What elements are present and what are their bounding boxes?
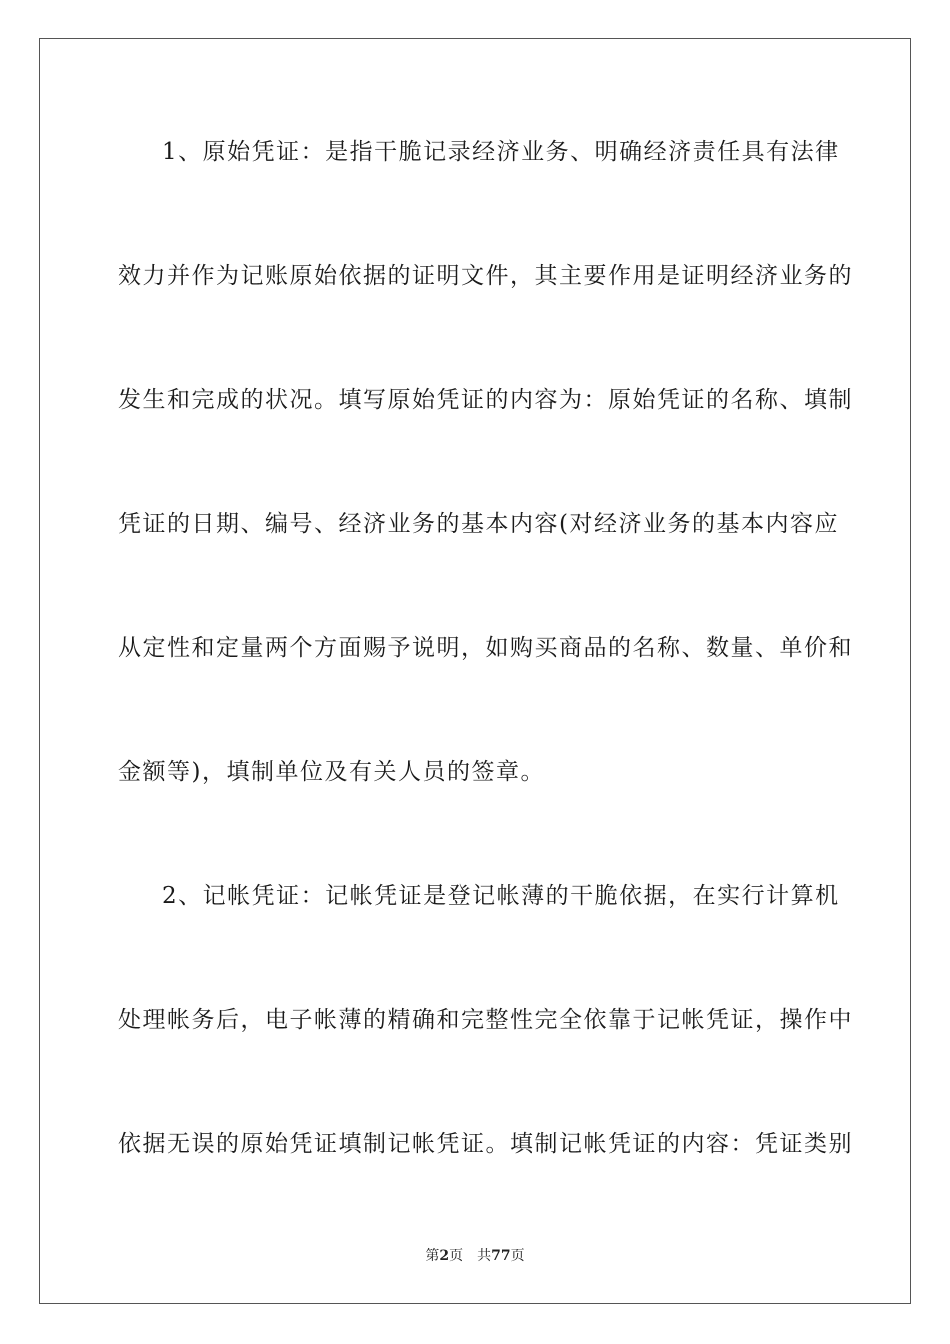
paragraph-2-line-3: 依据无误的原始凭证填制记帐凭证。填制记帐凭证的内容：凭证类别 [118,1131,853,1157]
paragraph-1-line-5: 从定性和定量两个方面赐予说明，如购买商品的名称、数量、单价和 [118,635,853,661]
paragraph-2-line-1: 2、记帐凭证：记帐凭证是登记帐薄的干脆依据，在实行计算机 [162,883,840,909]
paragraph-1-line-2: 效力并作为记账原始依据的证明文件，其主要作用是证明经济业务的 [118,263,853,289]
page-border [39,38,911,1304]
paragraph-1-line-3: 发生和完成的状况。填写原始凭证的内容为：原始凭证的名称、填制 [118,387,853,413]
page-number: 2 [439,1248,450,1264]
page-suffix: 页 [449,1248,464,1264]
paragraph-1-line-1: 1、原始凭证：是指干脆记录经济业务、明确经济责任具有法律 [162,139,840,165]
total-pages: 77 [491,1248,511,1264]
total-suffix: 页 [510,1248,525,1264]
paragraph-2-line-2: 处理帐务后，电子帐薄的精确和完整性完全依靠于记帐凭证，操作中 [118,1007,853,1033]
paragraph-1-line-4: 凭证的日期、编号、经济业务的基本内容(对经济业务的基本内容应 [118,511,839,537]
page-footer [0,1246,950,1266]
paragraph-1-line-6: 金额等)，填制单位及有关人员的签章。 [118,759,545,785]
total-prefix: 共 [477,1248,492,1264]
page-prefix: 第 [425,1248,440,1264]
